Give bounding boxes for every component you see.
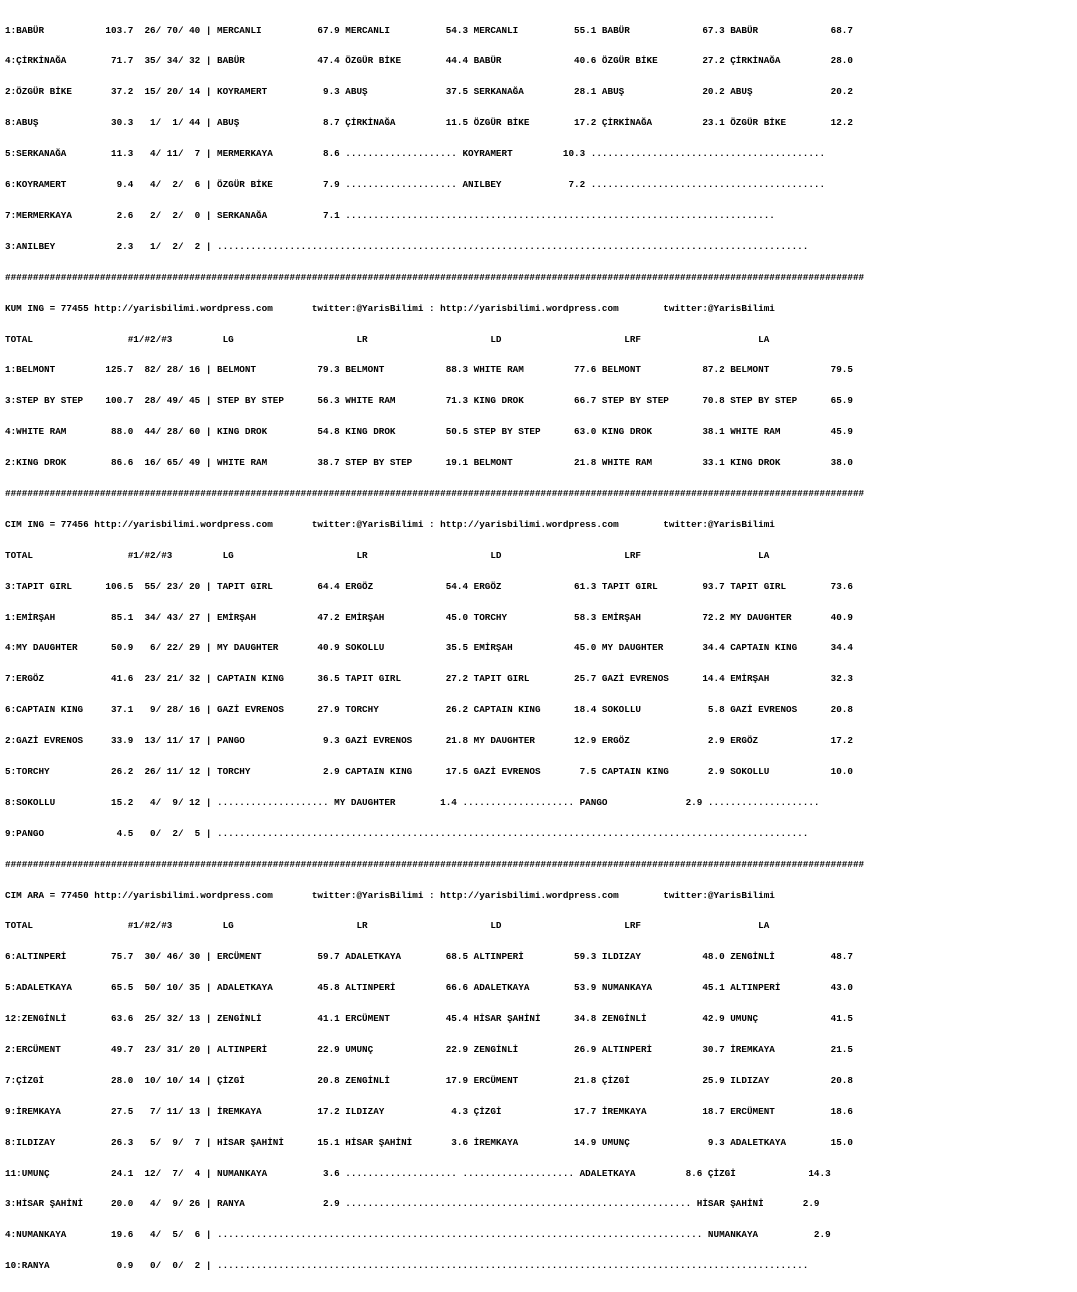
column-headers: TOTAL #1/#2/#3 LG LR LD LRF LA xyxy=(5,549,770,561)
column-headers: TOTAL #1/#2/#3 LG LR LD LRF LA xyxy=(5,920,770,932)
report-line: 2:GAZİ EVRENOS 33.9 13/ 11/ 17 | PANGO 9.3 GAZİ EVRENOS 21.8 MY DAUGHTER 12.9 ERGÖZ 2.9 ERGÖZ 17.2 xyxy=(5,735,853,747)
report-line: 1:EMİRŞAH 85.1 34/ 43/ 27 | EMİRŞAH 47.2 EMİRŞAH 45.0 TORCHY 58.3 EMİRŞAH 72.2 MY DAUGHTER 40.9 xyxy=(5,611,853,623)
report-line: 12:ZENGİNLİ 63.6 25/ 32/ 13 | ZENGİNLİ 41.1 ERCÜMENT 45.4 HİSAR ŞAHİNİ 34.8 ZENGİNLİ 42.9 UMUNÇ 41.5 xyxy=(5,1013,853,1025)
section-divider: ########################################################################################################################################################## xyxy=(5,271,865,283)
report-line: 3:TAPIT GIRL 106.5 55/ 23/ 20 | TAPIT GIRL 64.4 ERGÖZ 54.4 ERGÖZ 61.3 TAPIT GIRL 93.7 TAPIT GIRL 73.6 xyxy=(5,580,853,592)
report-line: 6:CAPTAIN KING 37.1 9/ 28/ 16 | GAZİ EVRENOS 27.9 TORCHY 26.2 CAPTAIN KING 18.4 SOKOLLU 5.8 GAZİ EVRENOS 20.8 xyxy=(5,704,853,716)
report-line: 5:ADALETKAYA 65.5 50/ 10/ 35 | ADALETKAYA 45.8 ALTINPERİ 66.6 ADALETKAYA 53.9 NUMANKAYA 45.1 ALTINPERİ 43.0 xyxy=(5,982,853,994)
report-line: 7:ÇİZGİ 28.0 10/ 10/ 14 | ÇİZGİ 20.8 ZENGİNLİ 17.9 ERCÜMENT 21.8 ÇİZGİ 25.9 ILDIZAY 20.8 xyxy=(5,1074,853,1086)
report-line: 3:STEP BY STEP 100.7 28/ 49/ 45 | STEP BY STEP 56.3 WHITE RAM 71.3 KING DROK 66.7 STEP BY STEP 70.8 STEP BY STEP 65.9 xyxy=(5,395,853,407)
report-line: 3:ANILBEY 2.3 1/ 2/ 2 | .......................................................................................................... xyxy=(5,240,809,252)
column-headers: TOTAL #1/#2/#3 LG LR LD LRF LA xyxy=(5,333,770,345)
race-header-cim-ara: CIM ARA = 77450 http://yarisbilimi.wordpress.com twitter:@YarisBilimi : http://yarisbilimi.wordpress.com twitter:@YarisBilimi xyxy=(5,889,775,901)
report-line: 7:ERGÖZ 41.6 23/ 21/ 32 | CAPTAIN KING 36.5 TAPIT GIRL 27.2 TAPIT GIRL 25.7 GAZİ EVRENOS 14.4 EMİRŞAH 32.3 xyxy=(5,673,853,685)
report-line: 4:NUMANKAYA 19.6 4/ 5/ 6 | ....................................................................................... NUMANKAYA 2.9 xyxy=(5,1229,831,1241)
report-line: 10:RANYA 0.9 0/ 0/ 2 | .......................................................................................................... xyxy=(5,1260,809,1272)
report-line: 5:SERKANAĞA 11.3 4/ 11/ 7 | MERMERKAYA 8.6 .................... KOYRAMERT 10.3 .......................................... xyxy=(5,148,826,160)
report-line: 11:UMUNÇ 24.1 12/ 7/ 4 | NUMANKAYA 3.6 .................... .................... ADALETKAYA 8.6 ÇİZGİ 14.3 xyxy=(5,1167,831,1179)
report-line: 5:TORCHY 26.2 26/ 11/ 12 | TORCHY 2.9 CAPTAIN KING 17.5 GAZİ EVRENOS 7.5 CAPTAIN KING 2.9 SOKOLLU 10.0 xyxy=(5,765,853,777)
section-divider: ########################################################################################################################################################## xyxy=(5,858,865,870)
report-line: 8:ILDIZAY 26.3 5/ 9/ 7 | HİSAR ŞAHİNİ 15.1 HİSAR ŞAHİNİ 3.6 İREMKAYA 14.9 UMUNÇ 9.3 ADALETKAYA 15.0 xyxy=(5,1136,853,1148)
race-header-cim-ing: CIM ING = 77456 http://yarisbilimi.wordpress.com twitter:@YarisBilimi : http://yarisbilimi.wordpress.com twitter:@YarisBilimi xyxy=(5,518,775,530)
report-line: 4:WHITE RAM 88.0 44/ 28/ 60 | KING DROK 54.8 KING DROK 50.5 STEP BY STEP 63.0 KING DROK 38.1 WHITE RAM 45.9 xyxy=(5,426,853,438)
race-statistics-report xyxy=(5,5,864,1292)
report-line: 8:SOKOLLU 15.2 4/ 9/ 12 | .................... MY DAUGHTER 1.4 .................... PANGO 2.9 .................... xyxy=(5,796,820,808)
report-line: 2:ÖZGÜR BİKE 37.2 15/ 20/ 14 | KOYRAMERT 9.3 ABUŞ 37.5 SERKANAĞA 28.1 ABUŞ 20.2 ABUŞ 20.2 xyxy=(5,86,853,98)
section-divider: ########################################################################################################################################################## xyxy=(5,487,865,499)
report-line: 9:İREMKAYA 27.5 7/ 11/ 13 | İREMKAYA 17.2 ILDIZAY 4.3 ÇİZGİ 17.7 İREMKAYA 18.7 ERCÜMENT 18.6 xyxy=(5,1105,853,1117)
report-line: 2:KING DROK 86.6 16/ 65/ 49 | WHITE RAM 38.7 STEP BY STEP 19.1 BELMONT 21.8 WHITE RAM 33.1 KING DROK 38.0 xyxy=(5,457,853,469)
report-line: 3:HİSAR ŞAHİNİ 20.0 4/ 9/ 26 | RANYA 2.9 .............................................................. HİSAR ŞAHİNİ 2.9 xyxy=(5,1198,820,1210)
report-line: 9:PANGO 4.5 0/ 2/ 5 | .......................................................................................................... xyxy=(5,827,809,839)
report-line: 6:ALTINPERİ 75.7 30/ 46/ 30 | ERCÜMENT 59.7 ADALETKAYA 68.5 ALTINPERİ 59.3 ILDIZAY 48.0 ZENGİNLİ 48.7 xyxy=(5,951,853,963)
report-line: 4:ÇİRKİNAĞA 71.7 35/ 34/ 32 | BABÜR 47.4 ÖZGÜR BİKE 44.4 BABÜR 40.6 ÖZGÜR BİKE 27.2 ÇİRKİNAĞA 28.0 xyxy=(5,55,853,67)
report-line: 4:MY DAUGHTER 50.9 6/ 22/ 29 | MY DAUGHTER 40.9 SOKOLLU 35.5 EMİRŞAH 45.0 MY DAUGHTER 34.4 CAPTAIN KING 34.4 xyxy=(5,642,853,654)
report-line: 6:KOYRAMERT 9.4 4/ 2/ 6 | ÖZGÜR BİKE 7.9 .................... ANILBEY 7.2 .......................................... xyxy=(5,179,826,191)
report-line: 2:ERCÜMENT 49.7 23/ 31/ 20 | ALTINPERİ 22.9 UMUNÇ 22.9 ZENGİNLİ 26.9 ALTINPERİ 30.7 İREMKAYA 21.5 xyxy=(5,1043,853,1055)
report-line: 7:MERMERKAYA 2.6 2/ 2/ 0 | SERKANAĞA 7.1 ............................................................................. xyxy=(5,209,775,221)
race-header-kum-ing: KUM ING = 77455 http://yarisbilimi.wordpress.com twitter:@YarisBilimi : http://yarisbilimi.wordpress.com twitter:@YarisBilimi xyxy=(5,302,775,314)
report-line: 8:ABUŞ 30.3 1/ 1/ 44 | ABUŞ 8.7 ÇİRKİNAĞA 11.5 ÖZGÜR BİKE 17.2 ÇİRKİNAĞA 23.1 ÖZGÜR BİKE 12.2 xyxy=(5,117,853,129)
report-line: 1:BELMONT 125.7 82/ 28/ 16 | BELMONT 79.3 BELMONT 88.3 WHITE RAM 77.6 BELMONT 87.2 BELMONT 79.5 xyxy=(5,364,853,376)
report-line: 1:BABÜR 103.7 26/ 70/ 40 | MERCANLI 67.9 MERCANLI 54.3 MERCANLI 55.1 BABÜR 67.3 BABÜR 68.7 xyxy=(5,24,853,36)
